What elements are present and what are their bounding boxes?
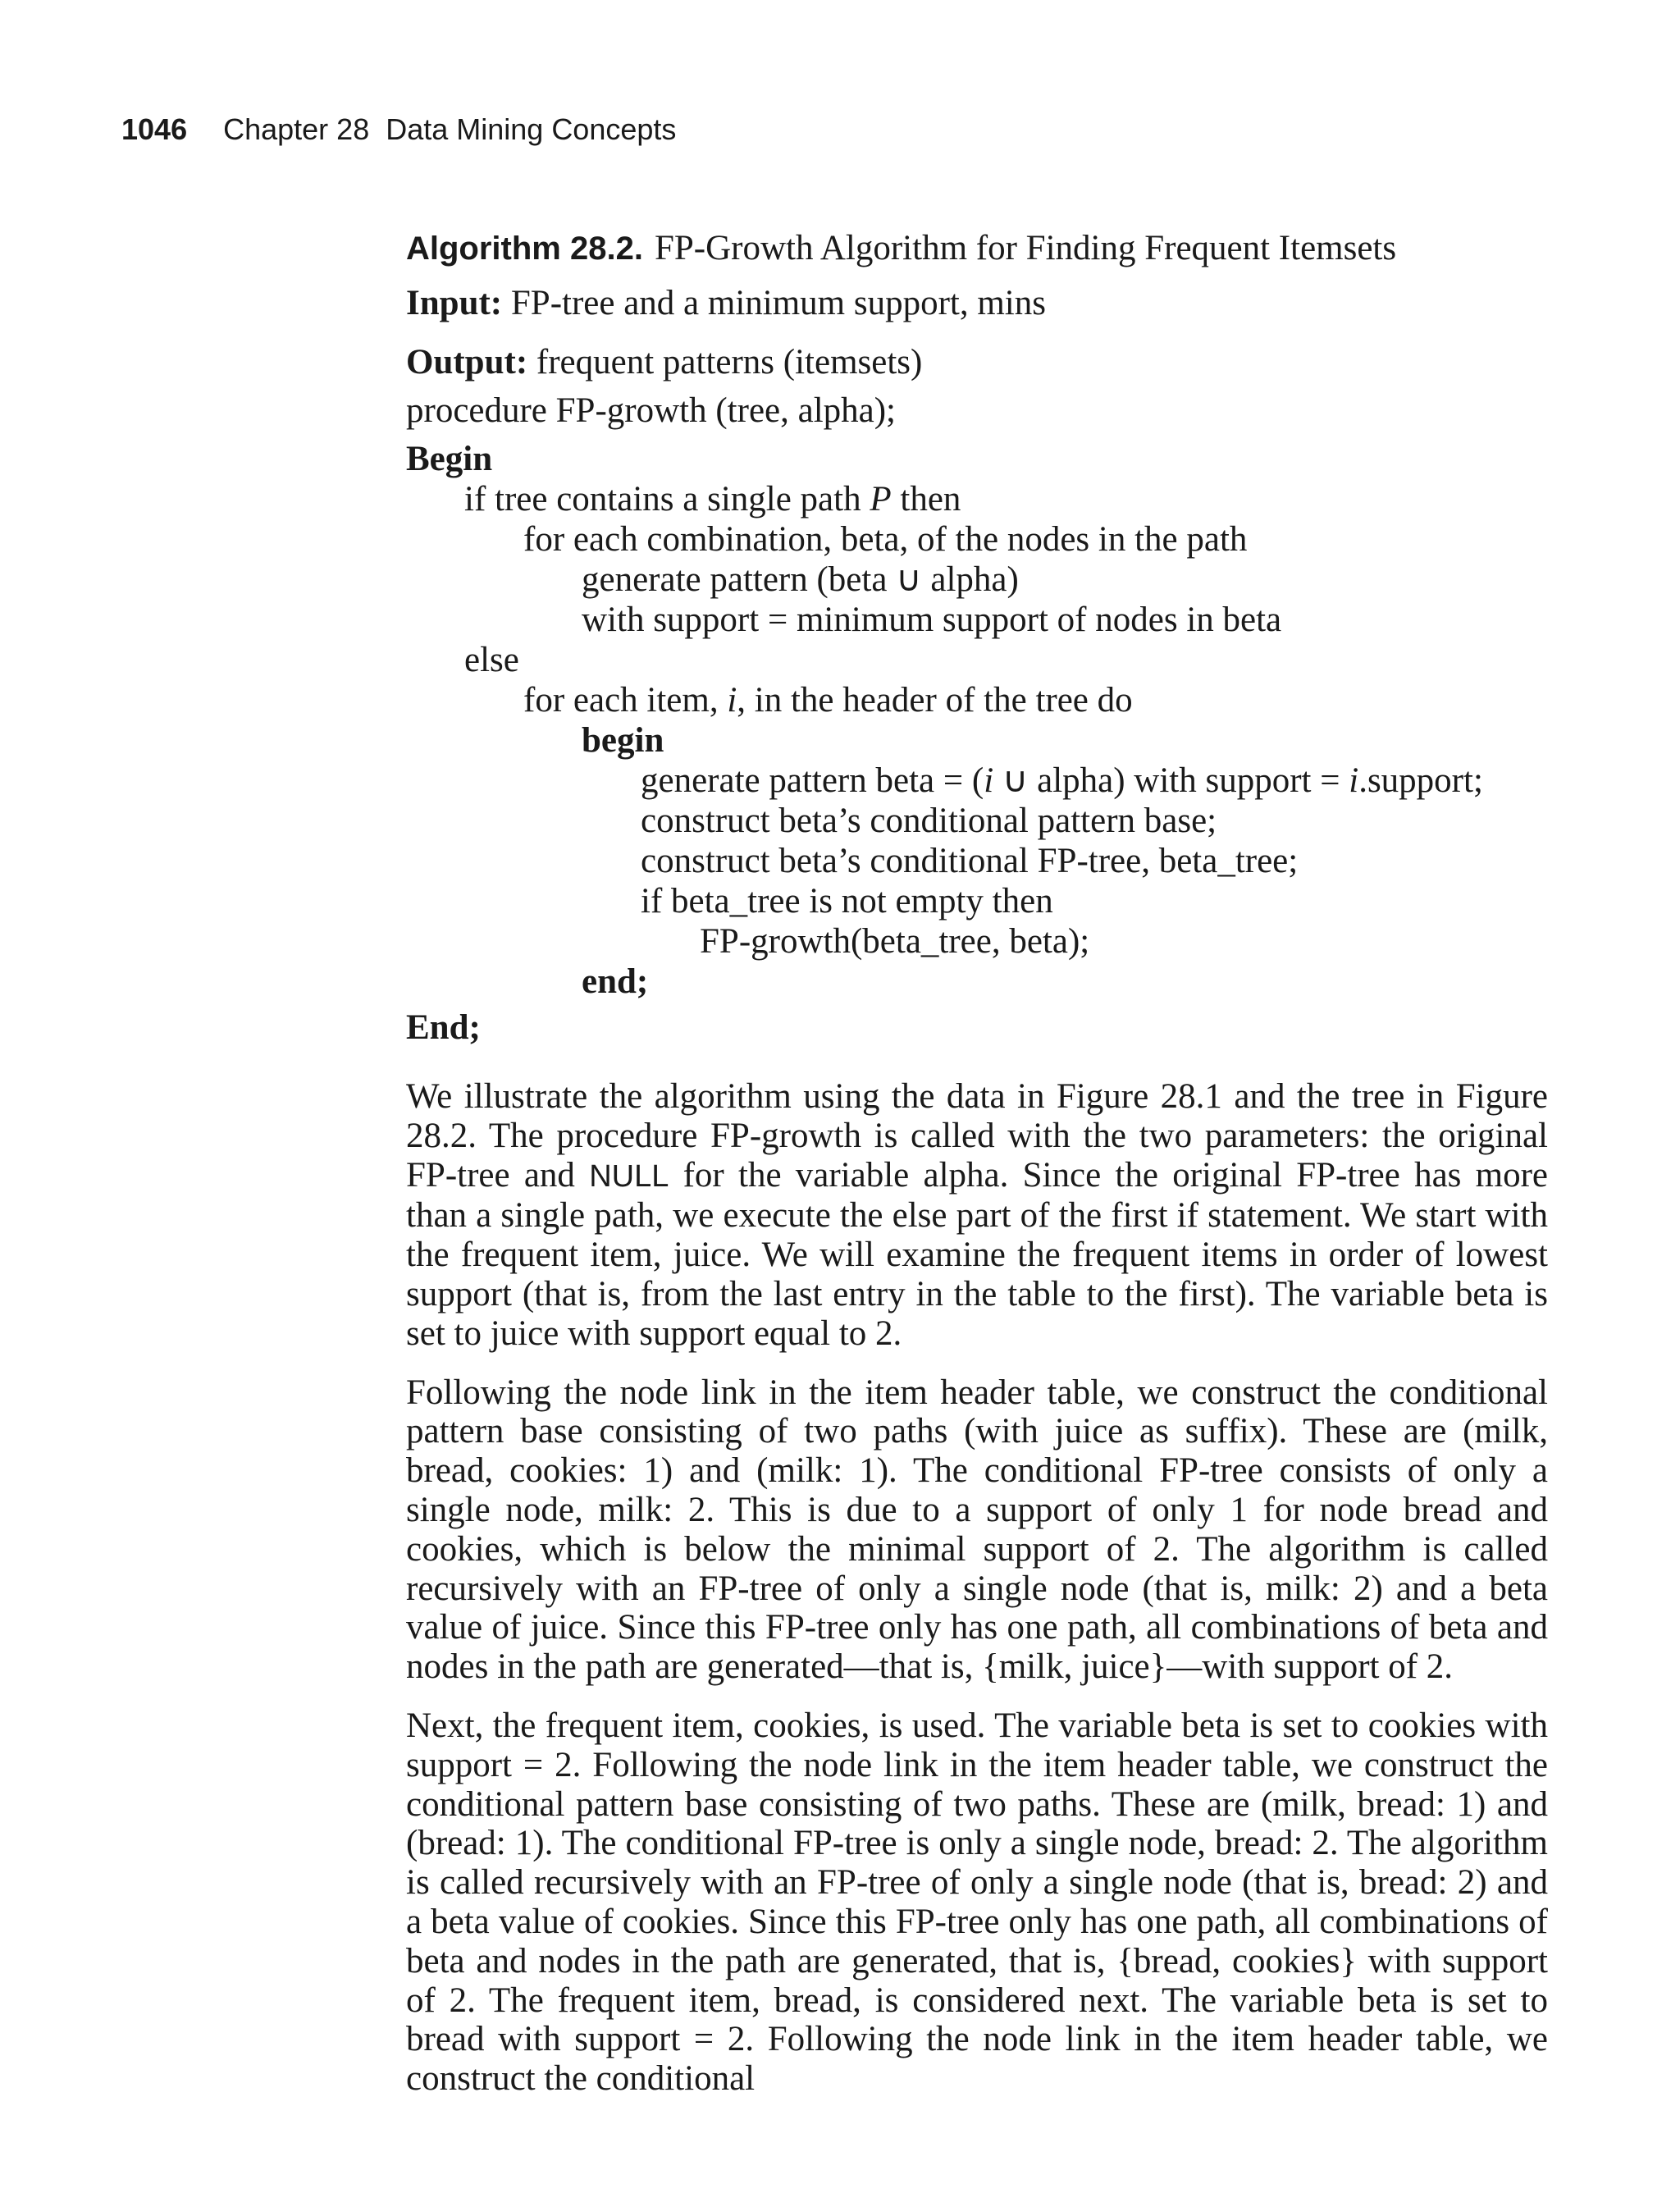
algorithm-if-not-empty: if beta_tree is not empty then [641, 882, 1053, 921]
if-post: then [891, 480, 961, 519]
algorithm-generate-pattern: generate pattern (beta ∪ alpha) [582, 560, 1019, 599]
paragraph-1-b: for the variable alpha. Since the original FP-tree has more than a single path, we execute the else part of the first if statement. We start with the frequent item, juice. We will examine the frequent items in order of lowest support (that is, from the last entry in the table to the first). The variable beta is set to juice with support equal to 2. [406, 1155, 1548, 1353]
algorithm-for-combination: for each combination, beta, of the nodes in the path [523, 520, 1248, 559]
for-item-post: , in the header of the tree do [737, 681, 1133, 720]
gen-beta-var2: i [1349, 761, 1359, 800]
algorithm-if-single-path [406, 479, 1548, 519]
algorithm-for-item [406, 680, 1548, 720]
algorithm-construct-tree: construct beta’s conditional FP-tree, beta_tree; [641, 842, 1299, 880]
algorithm-label: Algorithm 28.2. [406, 231, 643, 267]
running-title: Chapter 28 Data Mining Concepts [223, 112, 677, 146]
page-header [121, 112, 677, 146]
null-keyword: NULL [589, 1158, 669, 1194]
algorithm-procedure: procedure FP-growth (tree, alpha); [406, 391, 897, 430]
output-label: Output: [406, 343, 528, 381]
paragraph-1 [406, 1077, 1548, 1354]
gen-beta-pre: generate pattern beta = ( [641, 761, 984, 800]
paragraph-2: Following the node link in the item header table, we construct the conditional pattern base consisting of two paths (with juice as suffix). These are (milk, bread, cookies: 1) and (milk: 1). The conditional FP-tree consists of only a single node, milk: 2. This is due to a support of only 1 for node bread and cookies, which is below the minimal support of 2. The algorithm is called recursively with an FP-tree of only a single node (that is, milk: 2) and a beta value of juice. Since this FP-tree only has one path, all combinations of beta and nodes in the path are generated—that is, {milk, juice}—with support of 2. [406, 1373, 1548, 1687]
algorithm-with-support: with support = minimum support of nodes in beta [582, 601, 1282, 639]
input-label: Input: [406, 284, 503, 322]
output-text: frequent patterns (itemsets) [527, 343, 923, 381]
page-number: 1046 [121, 112, 188, 146]
if-pre: if tree contains a single path [464, 480, 870, 519]
gen-beta-post: .support; [1358, 761, 1483, 800]
gen-beta-mid: ∪ alpha) with support = [993, 761, 1349, 800]
algorithm-generate-beta [406, 761, 1548, 801]
for-item-pre: for each item, [523, 681, 728, 720]
algorithm-inner-begin: begin [582, 721, 664, 760]
algorithm-recursive-call: FP-growth(beta_tree, beta); [700, 922, 1090, 961]
algorithm-else: else [464, 641, 519, 679]
for-item-var: i [727, 681, 737, 720]
algorithm-end: End; [406, 1008, 481, 1047]
algorithm-inner-end: end; [582, 962, 649, 1001]
algorithm-begin: Begin [406, 440, 493, 478]
input-text: FP-tree and a minimum support, mins [502, 284, 1046, 322]
algorithm-input [406, 283, 1548, 323]
gen-beta-var: i [984, 761, 994, 800]
if-var: P [870, 480, 892, 519]
algorithm-output [406, 342, 1548, 382]
page-content [406, 226, 1548, 2099]
paragraph-3: Next, the frequent item, cookies, is used. The variable beta is set to cookies with support = 2. Following the node link in the item header table, we construct the conditional pattern base consisting of two paths. These are (milk, bread: 1) and (bread: 1). The conditional FP-tree is only a single node, bread: 2. The algorithm is called recursively with an FP-tree of only a single node (that is, bread: 2) and a beta value of cookies. Since this FP-tree only has one path, all combinations of beta and nodes in the path are generated, that is, {bread, cookies} with support of 2. The frequent item, bread, is considered next. The variable beta is set to bread with support = 2. Following the node link in the item header table, we construct the conditional [406, 1706, 1548, 2099]
algorithm-title [406, 226, 1548, 272]
paragraph-1-a: We illustrate the algorithm using the data in Figure 28.1 and the tree in Figure 28.2. The procedure FP-growth is called with the two parameters: the original FP-tree and [406, 1077, 1548, 1195]
algorithm-construct-base: construct beta’s conditional pattern base; [641, 802, 1217, 840]
algorithm-title-text: FP-Growth Algorithm for Finding Frequent Itemsets [654, 229, 1397, 267]
